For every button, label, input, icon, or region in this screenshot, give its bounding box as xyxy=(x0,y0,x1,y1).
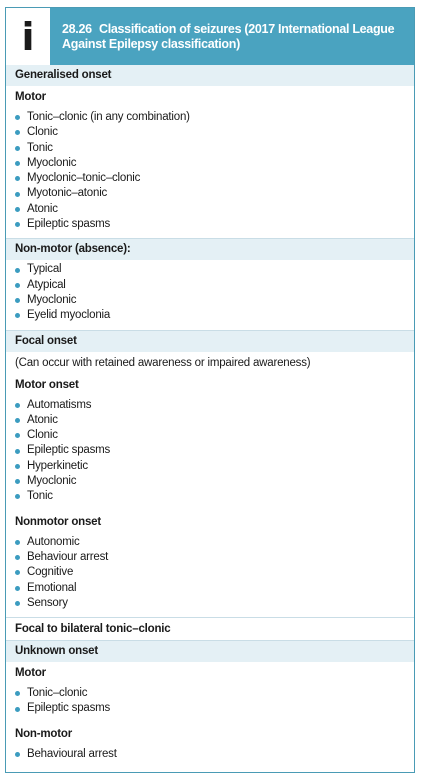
list-item xyxy=(15,581,414,596)
list-item xyxy=(15,686,414,701)
section-focal-onset: Focal onset xyxy=(6,330,414,352)
bullet-icon xyxy=(15,161,20,166)
list-item-text: Automatisms xyxy=(27,398,92,411)
list-item xyxy=(15,262,414,277)
bullet-icon xyxy=(15,146,20,151)
list-item xyxy=(15,398,414,413)
bullet-icon xyxy=(15,176,20,181)
bullet-icon xyxy=(15,586,20,591)
list-item xyxy=(15,489,414,504)
bullet-icon xyxy=(15,570,20,575)
list-item xyxy=(15,550,414,565)
unknown-motor-label: Motor xyxy=(15,667,46,680)
list-item xyxy=(15,413,414,428)
box-title-text: Classification of seizures (2017 International League Against Epilepsy classification) xyxy=(62,21,395,51)
list-item-text: Epileptic spasms xyxy=(27,444,111,457)
list-item-text: Tonic xyxy=(27,141,53,154)
list-item xyxy=(15,156,414,171)
list-item xyxy=(15,278,414,293)
list-item-text: Epileptic spasms xyxy=(27,218,111,231)
list-item xyxy=(15,701,414,716)
focal-nonmotor-list xyxy=(6,533,414,617)
list-item xyxy=(15,217,414,232)
bullet-icon xyxy=(15,222,20,227)
list-item xyxy=(15,293,414,308)
bullet-icon xyxy=(15,540,20,545)
list-item-text: Myoclonic xyxy=(27,475,77,488)
bullet-icon xyxy=(15,479,20,484)
list-item-text: Clonic xyxy=(27,429,58,442)
generalised-motor-label: Motor xyxy=(15,91,46,103)
bullet-icon xyxy=(15,494,20,499)
section-generalised-onset: Generalised onset xyxy=(6,65,414,86)
list-item-text: Atonic xyxy=(27,202,58,215)
unknown-nonmotor-label: Non-motor xyxy=(15,727,72,740)
bullet-icon xyxy=(15,192,20,197)
list-item xyxy=(15,459,414,474)
generalised-motor-list xyxy=(6,108,414,238)
generalised-nonmotor-label: Non-motor (absence): xyxy=(6,238,414,260)
list-item xyxy=(15,110,414,125)
focal-motor-label: Motor onset xyxy=(15,378,79,391)
focal-nonmotor-label: Nonmotor onset xyxy=(15,515,101,528)
list-item-text: Myotonic–atonic xyxy=(27,187,108,200)
bullet-icon xyxy=(15,464,20,469)
info-icon xyxy=(6,8,50,65)
list-item-text: Atonic xyxy=(27,413,58,426)
bullet-icon xyxy=(15,433,20,438)
list-item-text: Tonic–clonic (in any combination) xyxy=(27,111,190,123)
bullet-icon xyxy=(15,313,20,318)
bullet-icon xyxy=(15,115,20,120)
unknown-nonmotor-list xyxy=(6,745,414,768)
list-item-text: Typical xyxy=(27,263,62,276)
box-number: 28.26 xyxy=(62,21,92,36)
bullet-icon xyxy=(15,601,20,606)
list-item xyxy=(15,535,414,550)
list-item xyxy=(15,308,414,323)
unknown-motor-list xyxy=(6,684,414,723)
bullet-icon xyxy=(15,752,20,757)
list-item-text: Tonic–clonic xyxy=(27,687,88,700)
bullet-icon xyxy=(15,418,20,423)
bullet-icon xyxy=(15,130,20,135)
list-item-text: Tonic xyxy=(27,490,53,503)
bullet-icon xyxy=(15,449,20,454)
focal-motor-list xyxy=(6,396,414,511)
list-item-text: Emotional xyxy=(27,581,77,594)
bullet-icon xyxy=(15,403,20,408)
box-title xyxy=(50,22,414,52)
list-item xyxy=(15,186,414,201)
list-item-text: Eyelid myoclonia xyxy=(27,309,111,322)
bullet-icon xyxy=(15,268,20,273)
list-item-text: Myoclonic xyxy=(27,293,77,306)
list-item xyxy=(15,565,414,580)
list-item xyxy=(15,171,414,186)
list-item-text: Epileptic spasms xyxy=(27,702,111,715)
bullet-icon xyxy=(15,283,20,288)
info-glyph: i xyxy=(21,14,35,59)
list-item-text: Atypical xyxy=(27,278,66,291)
list-item xyxy=(15,596,414,611)
bullet-icon xyxy=(15,707,20,712)
list-item xyxy=(15,141,414,156)
list-item xyxy=(15,202,414,217)
list-item xyxy=(15,428,414,443)
list-item-text: Clonic xyxy=(27,126,58,139)
list-item-text: Behaviour arrest xyxy=(27,550,109,563)
focal-bilateral-label: Focal to bilateral tonic–clonic xyxy=(6,617,414,640)
list-item-text: Myoclonic xyxy=(27,156,77,169)
list-item xyxy=(15,125,414,140)
list-item-text: Behavioural arrest xyxy=(27,747,117,760)
bullet-icon xyxy=(15,555,20,560)
list-item xyxy=(15,474,414,489)
list-item xyxy=(15,747,414,762)
list-item-text: Autonomic xyxy=(27,535,80,548)
list-item-text: Sensory xyxy=(27,596,68,609)
bullet-icon xyxy=(15,691,20,696)
bullet-icon xyxy=(15,298,20,303)
focal-note: (Can occur with retained awareness or impaired awareness) xyxy=(15,356,311,369)
list-item-text: Cognitive xyxy=(27,566,74,579)
box-header xyxy=(6,8,414,65)
list-item-text: Myoclonic–tonic–clonic xyxy=(27,172,141,185)
list-item-text: Hyperkinetic xyxy=(27,459,88,472)
generalised-nonmotor-list xyxy=(6,260,414,329)
list-item xyxy=(15,443,414,458)
section-unknown-onset: Unknown onset xyxy=(6,640,414,662)
bullet-icon xyxy=(15,207,20,212)
classification-box xyxy=(5,7,415,773)
